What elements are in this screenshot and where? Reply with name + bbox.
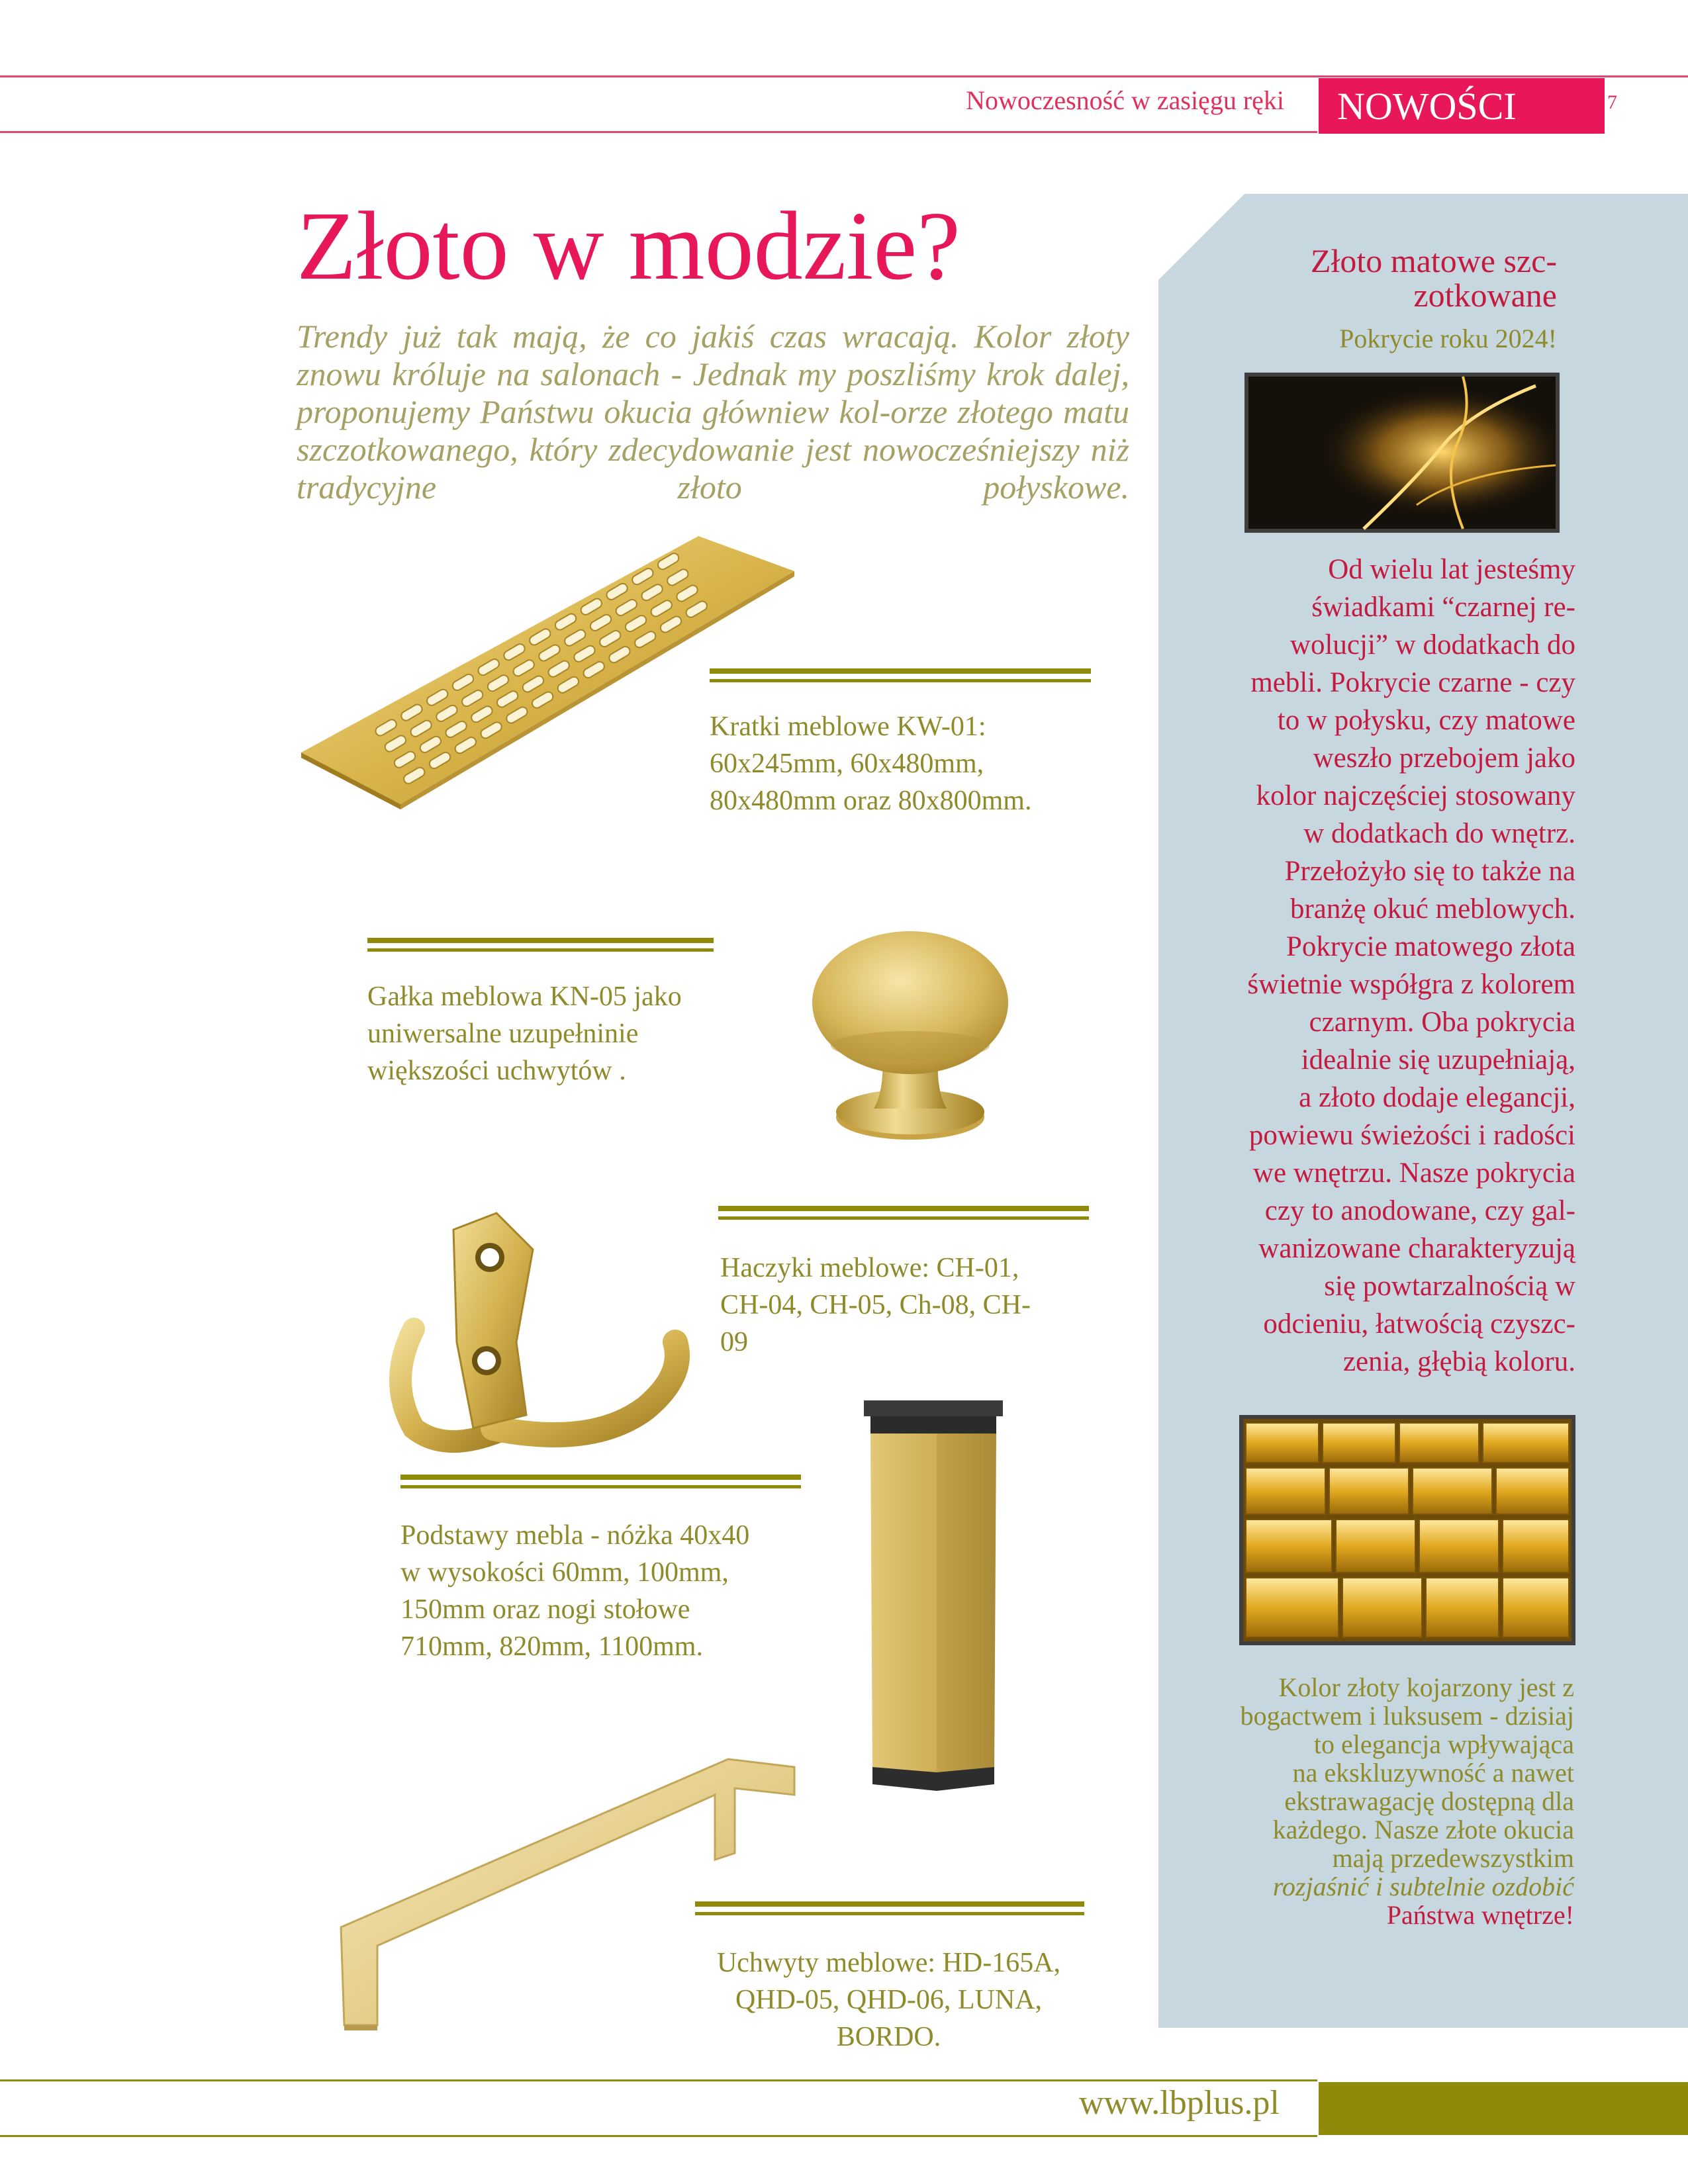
gold-bars-image: [1239, 1415, 1575, 1645]
divider-leg: [400, 1475, 801, 1490]
header-tagline: Nowoczesność w zasięgu ręki: [966, 85, 1284, 115]
divider-grille: [710, 668, 1091, 684]
footer-rule-bottom: [0, 2135, 1317, 2137]
page-number: 7: [1607, 91, 1617, 113]
footer-rule-top: [0, 2079, 1317, 2081]
section-label: NOWOŚCI: [1337, 84, 1517, 128]
header-rule-top: [0, 75, 1688, 77]
footer-website-link[interactable]: www.lbplus.pl: [1079, 2084, 1280, 2122]
sidebar-footnote-end: Państwa wnętrze!: [1386, 1900, 1574, 1930]
knob-caption: Gałka meblowa KN-05 jako uniwersalne uzupełninie większości uchwytów .: [367, 981, 682, 1086]
hook-image: [374, 1210, 705, 1458]
gold-particles-image: [1244, 373, 1560, 533]
hook-caption: Haczyki meblowe: CH-01, CH-04, CH-05, Ch-08, CH- 09: [720, 1253, 1031, 1357]
knob-image: [808, 927, 1013, 1145]
handle-caption: Uchwyty meblowe: HD-165A, QHD-05, QHD-06, LUNA, BORDO.: [716, 1948, 1061, 2052]
header-rule-bottom: [0, 131, 1317, 133]
grille-caption: Kratki meblowe KW-01: 60x245mm, 60x480mm, 80x480mm oraz 80x800mm.: [710, 711, 1032, 816]
sidebar-subtitle: Pokrycie roku 2024!: [1339, 324, 1557, 353]
article-title: Złoto w modzie?: [297, 192, 961, 300]
divider-knob: [367, 938, 714, 954]
sidebar-footnote: Kolor złoty kojarzony jest z bogactwem i luksusem - dzisiaj to elegancja wpływająca na ekskluzywność a nawet ekstrawagację dostępną dla każdego. Nasze złote okucia mają przedewszystkim rozjaśnić i subtelnie ozdobić Państwa wnętrze!: [1172, 1673, 1574, 1929]
leg-caption: Podstawy mebla - nóżka 40x40 w wysokości 60mm, 100mm, 150mm oraz nogi stołowe 710mm, 820mm, 1100mm.: [400, 1520, 750, 1662]
divider-hook: [718, 1206, 1089, 1222]
footer-color-block: [1319, 2082, 1688, 2135]
furniture-leg-image: [841, 1396, 1023, 1794]
section-badge: [1319, 78, 1605, 134]
divider-handle: [695, 1901, 1084, 1917]
article-intro: Trendy już tak mają, że co jakiś czas wracają. Kolor złoty znowu króluje na salonach - Jednak my poszliśmy krok dalej, proponujemy Państwu okucia główniew kol-orze złotego matu szczotkowanego, który zdecydowanie jest nowocześniejszy niż tradycyjne złoto połyskowe.: [297, 318, 1129, 506]
sidebar-footnote-italic: rozjaśnić i subtelnie ozdobić: [1272, 1872, 1574, 1901]
sidebar-body: Od wielu lat jesteśmy świadkami “czarnej re- wolucji” w dodatkach do mebli. Pokrycie czarne - czy to w połysku, czy matowe weszło przebojem jako kolor najczęściej stosowany w dodatkach do wnętrz. Przełożyło się to także na branżę okuć meblowych. Pokrycie matowego złota świetnie współgra z kolorem czarnym. Oba pokrycia idealnie się uzupełniają, a złoto dodaje elegancji, powiewu świeżości i radości we wnętrzu. Nasze pokrycia czy to anodowane, czy gal- wanizowane charakteryzują się powtarzalnością w odcieniu, łatwością czyszc- zenia, głębią koloru.: [1247, 554, 1575, 1377]
sidebar-title: Złoto matowe szc- zotkowane: [1310, 242, 1557, 314]
